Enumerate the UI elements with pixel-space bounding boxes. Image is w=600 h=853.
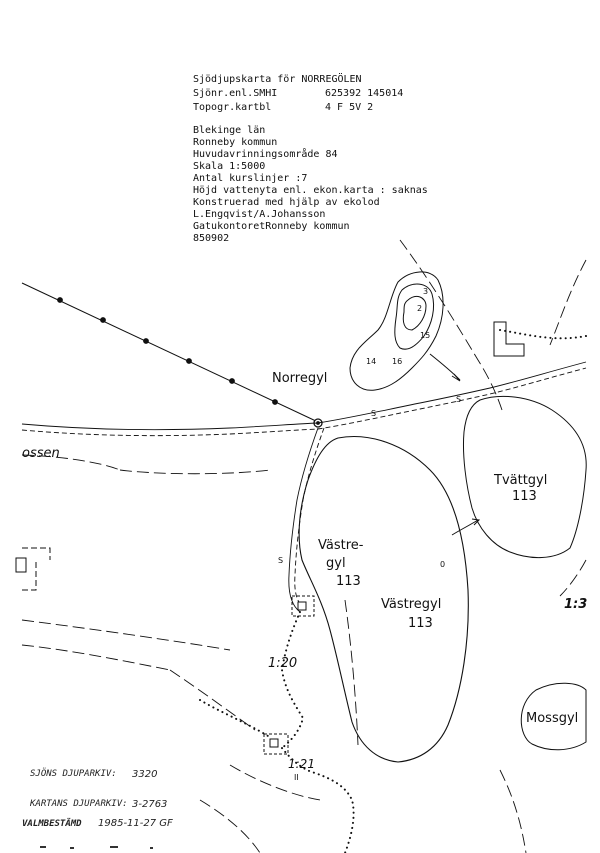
scan-speckles xyxy=(40,846,153,849)
norregyl-pond xyxy=(350,272,460,390)
road-marker: S xyxy=(456,395,462,404)
stamp-sjons-label: SJÖNS DJUPARKIV: xyxy=(30,769,117,779)
header-info-line: 850902 xyxy=(193,233,230,244)
stamp-valmb-value: 1985-11-27 GF xyxy=(98,818,173,829)
map-labels xyxy=(22,287,587,782)
header-topo-value: 4 F 5V 2 xyxy=(325,102,374,113)
stamp-valmb-label: VALMBESTÄMD xyxy=(22,819,82,829)
depth-value: 3 xyxy=(423,287,429,296)
depth-value: 2 xyxy=(417,304,423,313)
power-line xyxy=(22,283,322,427)
header-smhi-label: Sjönr.enl.SMHI xyxy=(193,88,278,99)
depth-value: 14 xyxy=(366,357,377,366)
depth-contour xyxy=(403,296,426,330)
power-pole-dot xyxy=(101,318,106,323)
depth-value: 16 xyxy=(392,357,403,366)
map-header xyxy=(193,72,428,244)
label-ossen: ossen xyxy=(22,446,60,461)
power-pole-dot xyxy=(144,339,149,344)
label-tvattgyl: Tvättgyl xyxy=(494,473,548,488)
connecting-stream xyxy=(452,520,478,535)
header-info-line: Blekinge län xyxy=(193,125,266,136)
header-info-line: L.Engqvist/A.Johansson xyxy=(193,209,326,220)
header-info-line: Huvudavrinningsområde 84 xyxy=(193,149,338,160)
label-norregyl: Norregyl xyxy=(272,371,328,386)
stamp-sjons-value: 3320 xyxy=(132,769,158,780)
header-info-line: GatukontoretRonneby kommun xyxy=(193,221,350,232)
power-pole-dot xyxy=(58,298,63,303)
header-info-line: Skala 1:5000 xyxy=(193,161,266,172)
label-scale-right: 1:3 xyxy=(564,597,588,612)
building-partial xyxy=(16,558,26,572)
label-scale-121: 1:21 xyxy=(288,757,315,771)
label-vastregyl-small-2: gyl xyxy=(326,556,346,571)
label-vastregyl-small-elev: 113 xyxy=(336,574,361,589)
power-pole-dot xyxy=(230,379,235,384)
house-symbol xyxy=(298,602,306,610)
house-symbol xyxy=(270,739,278,747)
header-smhi-value: 625392 145014 xyxy=(325,88,404,99)
power-pole-dot xyxy=(273,400,278,405)
stamp-karta-value: 3-2763 xyxy=(132,799,168,810)
label-scale-120: 1:20 xyxy=(268,656,298,671)
header-info-line: Antal kurslinjer :7 xyxy=(193,173,308,184)
header-info-line: Höjd vattenyta enl. ekon.karta : saknas xyxy=(193,185,428,196)
stamp-karta-label: KARTANS DJUPARKIV: xyxy=(30,799,128,809)
archive-stamps xyxy=(22,768,173,829)
label-mossgyl: Mossgyl xyxy=(526,711,579,726)
depth-value: 15 xyxy=(420,331,431,340)
header-title: Sjödjupskarta för NORREGÖLEN xyxy=(193,74,362,85)
power-pole-dot xyxy=(187,359,192,364)
buildings xyxy=(16,322,524,754)
label-vastregyl: Västregyl xyxy=(381,597,442,612)
label-vastregyl-elev: 113 xyxy=(408,616,433,631)
road-marker: S xyxy=(278,556,284,565)
label-vastregyl-small-1: Västre- xyxy=(318,538,364,553)
label-tvattgyl-elev: 113 xyxy=(512,489,537,504)
building-outline xyxy=(494,322,524,356)
header-info-line: Konstruerad med hjälp av ekolod xyxy=(193,197,380,208)
depth-value: 0 xyxy=(440,560,446,569)
road-marker: S xyxy=(371,409,377,418)
road-numeral: II xyxy=(294,773,299,782)
header-info-line: Ronneby kommun xyxy=(193,137,278,148)
header-topo-label: Topogr.kartbl xyxy=(193,102,272,113)
